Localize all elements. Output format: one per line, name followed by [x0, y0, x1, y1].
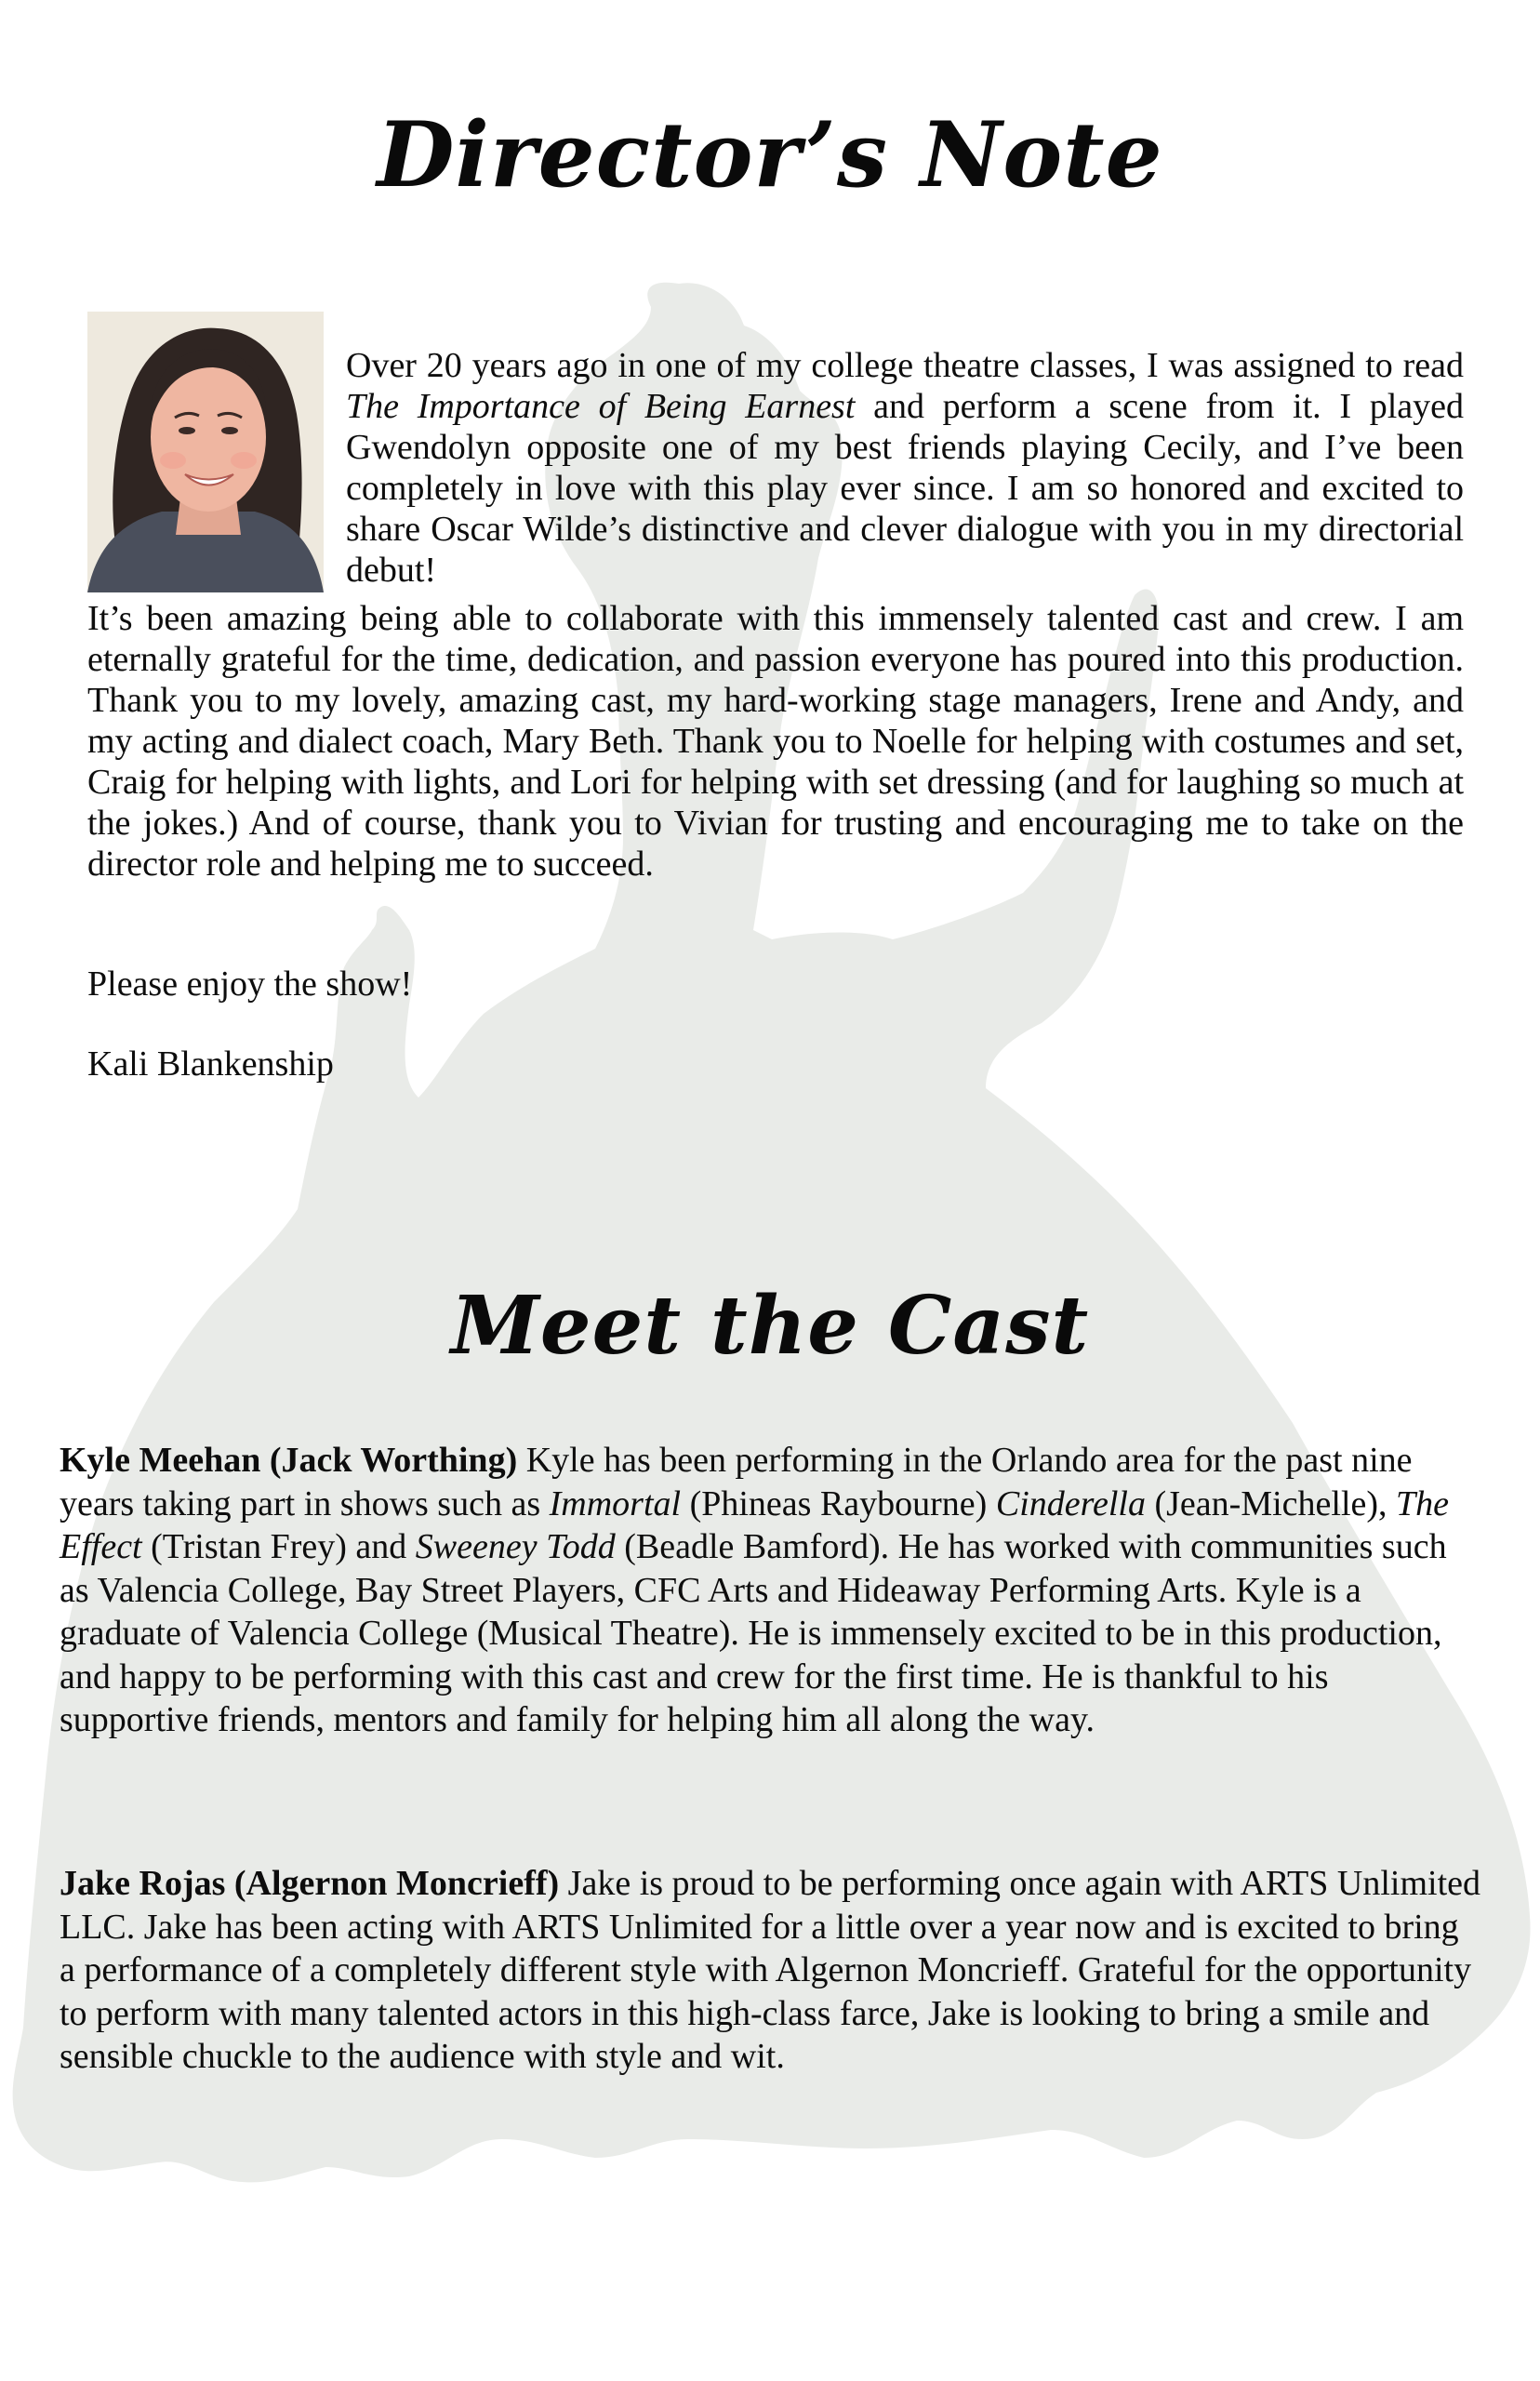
text-run: Kyle has been performing in the Orlando area for the past nine years taking part in shows such as — [60, 1441, 1413, 1523]
italic-title-text: Immortal — [549, 1483, 682, 1523]
cast-member-name: Jake Rojas (Algernon Moncrieff) — [60, 1864, 560, 1903]
italic-title-text: Sweeney Todd — [415, 1527, 616, 1566]
text-run: and perform a scene from it. I played Gwendolyn opposite one of my best friends playing Cecily, and I’ve been completely in love with this play ever since. I am so honored and excited to share Oscar Wilde’s distinctive and clever dialogue with you in my directorial debut! — [346, 387, 1464, 590]
cast-member-bio — [60, 1441, 1449, 1739]
text-run: Jake is proud to be performing once again with ARTS Unlimited LLC. Jake has been acting with ARTS Unlimited for a little over a year now and is excited to bring a performance of a completely different style with Algernon Moncrieff. Grateful for the opportunity to perform with many talented actors in this high-class farce, Jake is looking to bring a smile and sensible chuckle to the audience with style and wit. — [60, 1864, 1480, 2076]
cast-member-name: Kyle Meehan (Jack Worthing) — [60, 1441, 518, 1480]
text-run: (Phineas Raybourne) — [681, 1483, 996, 1523]
director-photo-icon — [87, 312, 324, 592]
directors-note-title: Director’s Note — [377, 102, 1163, 207]
cast-bio — [60, 1439, 1482, 1742]
text-run: (Jean-Michelle), — [1145, 1483, 1397, 1523]
text-run: (Tristan Frey) and — [141, 1527, 416, 1566]
italic-title-text: Cinderella — [995, 1483, 1146, 1523]
director-portrait — [87, 312, 324, 592]
directors-note-closing: Please enjoy the show! — [87, 964, 413, 1004]
directors-note-intro — [346, 345, 1464, 591]
directors-note-body: It’s been amazing being able to collaborate with this immensely talented cast and crew. I am eternally grateful for the time, dedication, and passion everyone has poured into this production. Thank you to my lovely, amazing cast, my hard-working stage managers, Irene and Andy, and my acting and dialect coach, Mary Beth. Thank you to Noelle for helping with costumes and set, Craig for helping with lights, and Lori for helping with set dressing (and for laughing so much at the jokes.) And of course, thank you to Vivian for trusting and encouraging me to take on the director role and helping me to succeed. — [87, 599, 1464, 884]
meet-the-cast-title: Meet the Cast — [450, 1279, 1090, 1373]
cast-bio — [60, 1862, 1482, 2079]
text-run: Over 20 years ago in one of my college theatre classes, I was assigned to read — [346, 346, 1464, 385]
text-run: (Beadle Bamford). He has worked with communities such as Valencia College, Bay Street Players, CFC Arts and Hideaway Performing Arts. Kyle is a graduate of Valencia College (Musical Theatre). He is immensely excited to be in this production, and happy to be performing with this cast and crew for the first time. He is thankful to his supportive friends, mentors and family for helping him all along the way. — [60, 1527, 1447, 1739]
director-signature: Kali Blankenship — [87, 1044, 334, 1084]
italic-title-text: The Importance of Being Earnest — [346, 387, 856, 426]
italic-title-text: The Effect — [60, 1483, 1450, 1566]
